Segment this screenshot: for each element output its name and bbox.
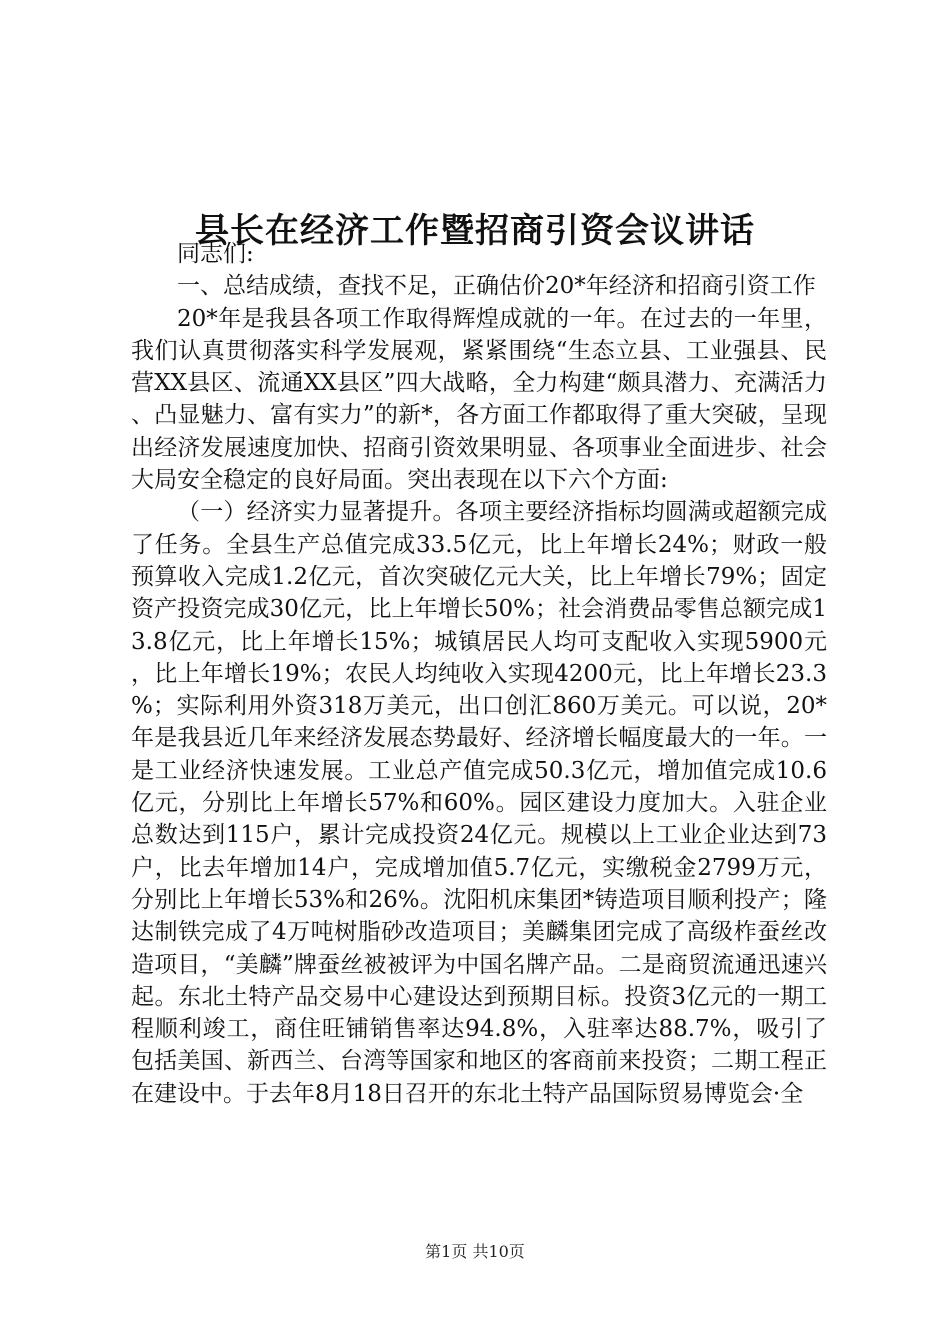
page-number-footer: 第1页 共10页 bbox=[425, 1242, 525, 1261]
document-body bbox=[131, 238, 827, 1110]
document-title: 县长在经济工作暨招商引资会议讲话 bbox=[195, 210, 755, 251]
paragraph-overview: 20*年是我县各项工作取得辉煌成就的一年。在过去的一年里，我们认真贯彻落实科学发展观，紧紧围绕“生态立县、工业强县、民营XX县区、流通XX县区”四大战略，全力构建“颇具潜力、充满活力、凸显魅力、富有实力”的新*，各方面工作都取得了重大突破，呈现出经济发展速度加快、招商引资效果明显、各项事业全面进步、社会大局安全稳定的良好局面。突出表现在以下六个方面: bbox=[131, 305, 827, 494]
section-heading: 一、总结成绩，查找不足，正确估价20*年经济和招商引资工作 bbox=[177, 273, 816, 300]
salutation: 同志们: bbox=[177, 241, 254, 267]
paragraph-economic-strength: （一）经济实力显著提升。各项主要经济指标均圆满或超额完成了任务。全县生产总值完成33.5亿元，比上年增长24%；财政一般预算收入完成1.2亿元，首次突破亿元大关，比上年增长79%；固定资产投资完成30亿元，比上年增长50%；社会消费品零售总额完成13.8亿元，比上年增长15%；城镇居民人均可支配收入实现5900元，比上年增长19%；农民人均纯收入实现4200元，比上年增长23.3%；实际利用外资318万美元，出口创汇860万美元。可以说，20*年是我县近几年来经济发展态势最好、经济增长幅度最大的一年。一是工业经济快速发展。工业总产值完成50.3亿元，增加值完成10.6亿元，分别比上年增长57%和60%。园区建设力度加大。入驻企业总数达到115户，累计完成投资24亿元。规模以上工业企业达到73户，比去年增加14户，完成增加值5.7亿元，实缴税金2799万元，分别比上年增长53%和26%。沈阳机床集团*铸造项目顺利投产；隆达制铁完成了4万吨树脂砂改造项目；美麟集团完成了高级柞蚕丝改造项目，“美麟”牌蚕丝被被评为中国名牌产品。二是商贸流通迅速兴起。东北土特产品交易中心建设达到预期目标。投资3亿元的一期工程顺利竣工，商住旺铺销售率达94.8%，入驻率达88.7%，吸引了包括美国、新西兰、台湾等国家和地区的客商前来投资；二期工程正在建设中。于去年8月18日召开的东北土特产品国际贸易博览会·全 bbox=[131, 499, 827, 1107]
